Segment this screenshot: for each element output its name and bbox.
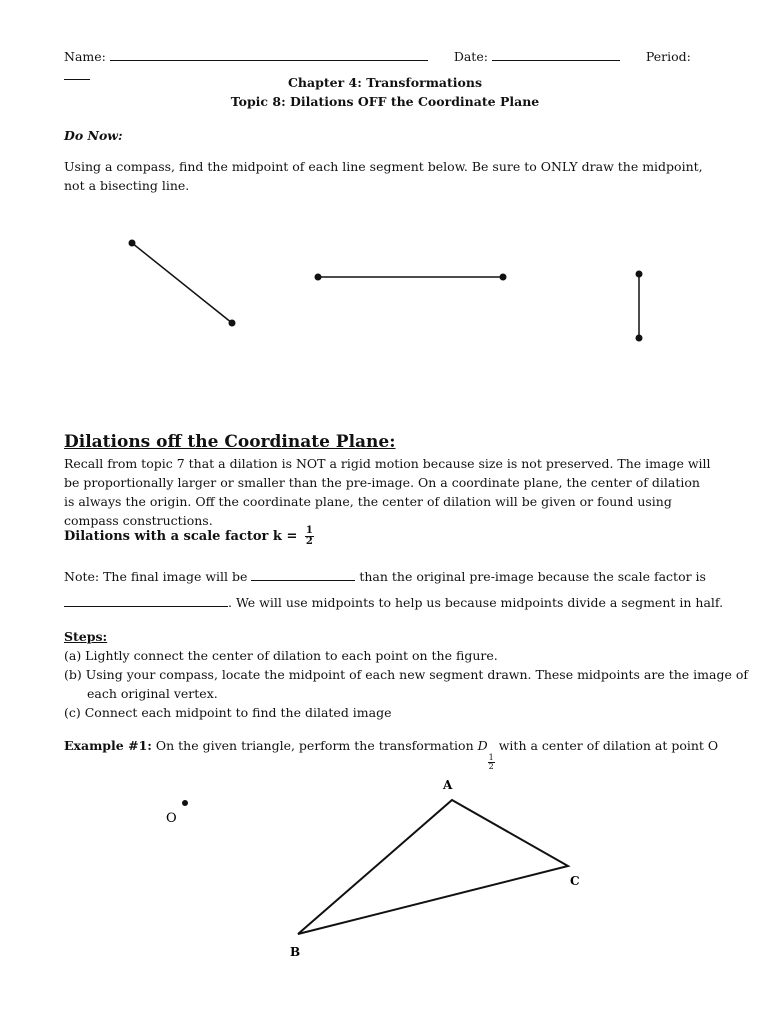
example-text-after: with a center of dilation at point O — [498, 738, 719, 753]
section-heading: Dilations off the Coordinate Plane: — [64, 432, 396, 452]
chapter-title: Chapter 4: Transformations — [287, 75, 483, 90]
period-label: Period: — [645, 49, 691, 64]
date-label: Date: — [453, 49, 488, 64]
step-b-line-1: (b) Using your compass, locate the midpoint of each new segment drawn. These midpoints are the image of — [64, 667, 748, 682]
vertex-c-label: C — [570, 874, 580, 888]
scale-factor-heading — [64, 526, 314, 547]
note-line-2 — [64, 593, 724, 612]
step-c: (c) Connect each midpoint to find the dilated image — [64, 705, 392, 720]
steps-label: Steps: — [64, 629, 108, 644]
vertical-segment — [636, 271, 643, 342]
name-field[interactable] — [110, 48, 428, 61]
example-label: Example #1: — [64, 738, 152, 753]
dilation-subscript — [488, 754, 495, 771]
step-a: (a) Lightly connect the center of dilation to each point on the figure. — [64, 648, 498, 663]
diagonal-segment — [129, 240, 236, 327]
step-b-line-2: each original vertex. — [87, 686, 218, 701]
note-part-2: than the original pre-image because the scale factor is — [359, 569, 706, 584]
center-label: O — [166, 811, 177, 826]
note-part-1: Note: The final image will be — [64, 569, 248, 584]
section-paragraph: Recall from topic 7 that a dilation is NOT a rigid motion because size is not preserved. The image will be proportionally larger or smaller than the pre-image. On a coordinate plane, the center of dilation is always the origin. Off the coordinate plane, the center of dilation will be given or found using compass constructions. — [64, 456, 711, 528]
triangle — [298, 800, 568, 934]
name-label: Name: — [64, 49, 106, 64]
fraction-numerator: 1 — [305, 525, 313, 536]
do-now-label: Do Now: — [64, 128, 123, 143]
note-part-3: . We will use midpoints to help us because midpoints divide a segment in half. — [228, 595, 724, 610]
note-line-1 — [64, 567, 714, 586]
note-blank-1[interactable] — [251, 568, 355, 581]
fraction-denominator: 2 — [305, 536, 313, 547]
do-now-segments — [0, 220, 770, 360]
vertex-a-label: A — [443, 778, 453, 792]
subscript-denominator: 2 — [488, 762, 494, 771]
note-blank-2[interactable] — [64, 594, 228, 607]
triangle-figure — [0, 770, 770, 970]
subscript-numerator: 1 — [488, 753, 494, 762]
do-now-instructions: Using a compass, find the midpoint of each line segment below. Be sure to ONLY draw the midpoint, not a bisecting line. — [64, 159, 703, 193]
dilation-symbol: D — [477, 738, 488, 753]
topic-title: Topic 8: Dilations OFF the Coordinate Plane — [230, 94, 540, 109]
date-field[interactable] — [492, 48, 620, 61]
example-line — [64, 736, 724, 771]
center-point — [182, 800, 188, 806]
example-text-before: On the given triangle, perform the transformation — [155, 738, 474, 753]
horizontal-segment — [315, 274, 507, 281]
scale-factor-label: Dilations with a scale factor k = — [64, 529, 298, 544]
vertex-b-label: B — [290, 945, 301, 959]
scale-factor-fraction — [305, 526, 314, 547]
